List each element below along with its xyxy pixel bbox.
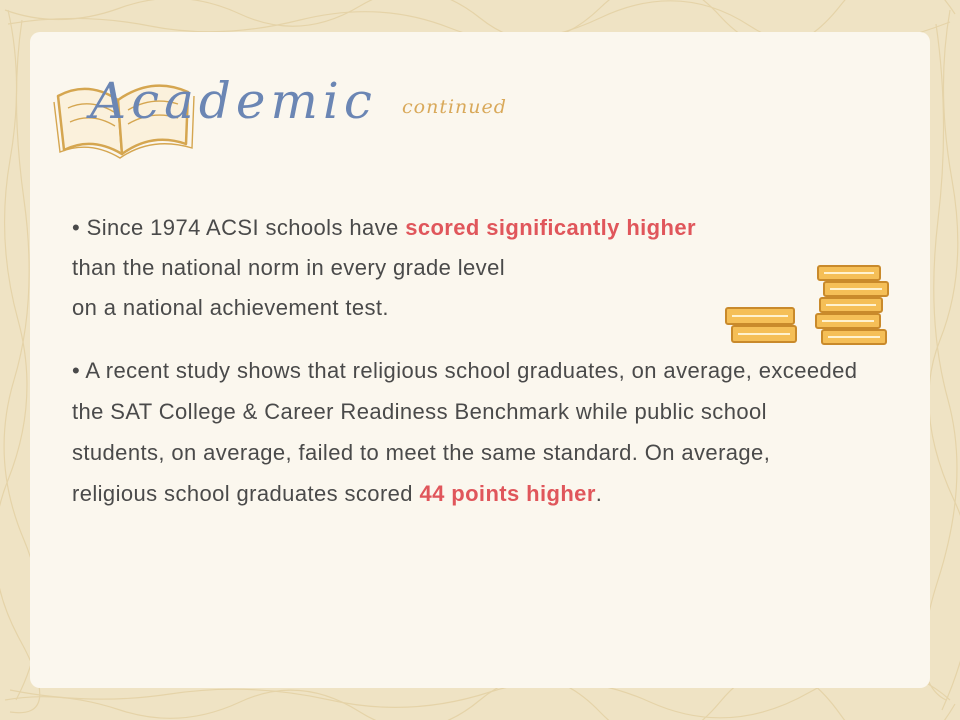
slide-subtitle: continued: [402, 96, 507, 118]
bullet-1-line3: on a national achievement test.: [72, 295, 389, 320]
bullet-1-line2: than the national norm in every grade level: [72, 255, 506, 280]
bullet-marker: •: [72, 358, 81, 383]
bullet-1-prefix: Since 1974 ACSI schools have: [86, 215, 399, 240]
book-stack-icon: [718, 258, 898, 358]
bullet-1-highlight: scored significantly higher: [405, 215, 696, 240]
bullet-2-suffix: .: [595, 481, 603, 506]
slide-title: Academic: [90, 72, 377, 130]
bullet-2-text: A recent study shows that religious school graduates, on average, exceeded the SAT College & Career Readiness Benchmark while public school students, on average, failed to meet the same standard. On average, religious school graduates scored: [72, 358, 858, 506]
bullet-marker: •: [72, 215, 81, 240]
title-area: [48, 52, 568, 172]
bullet-2-highlight: 44 points higher: [419, 481, 596, 506]
slide-body: [72, 208, 922, 514]
bullet-2: [72, 350, 862, 514]
